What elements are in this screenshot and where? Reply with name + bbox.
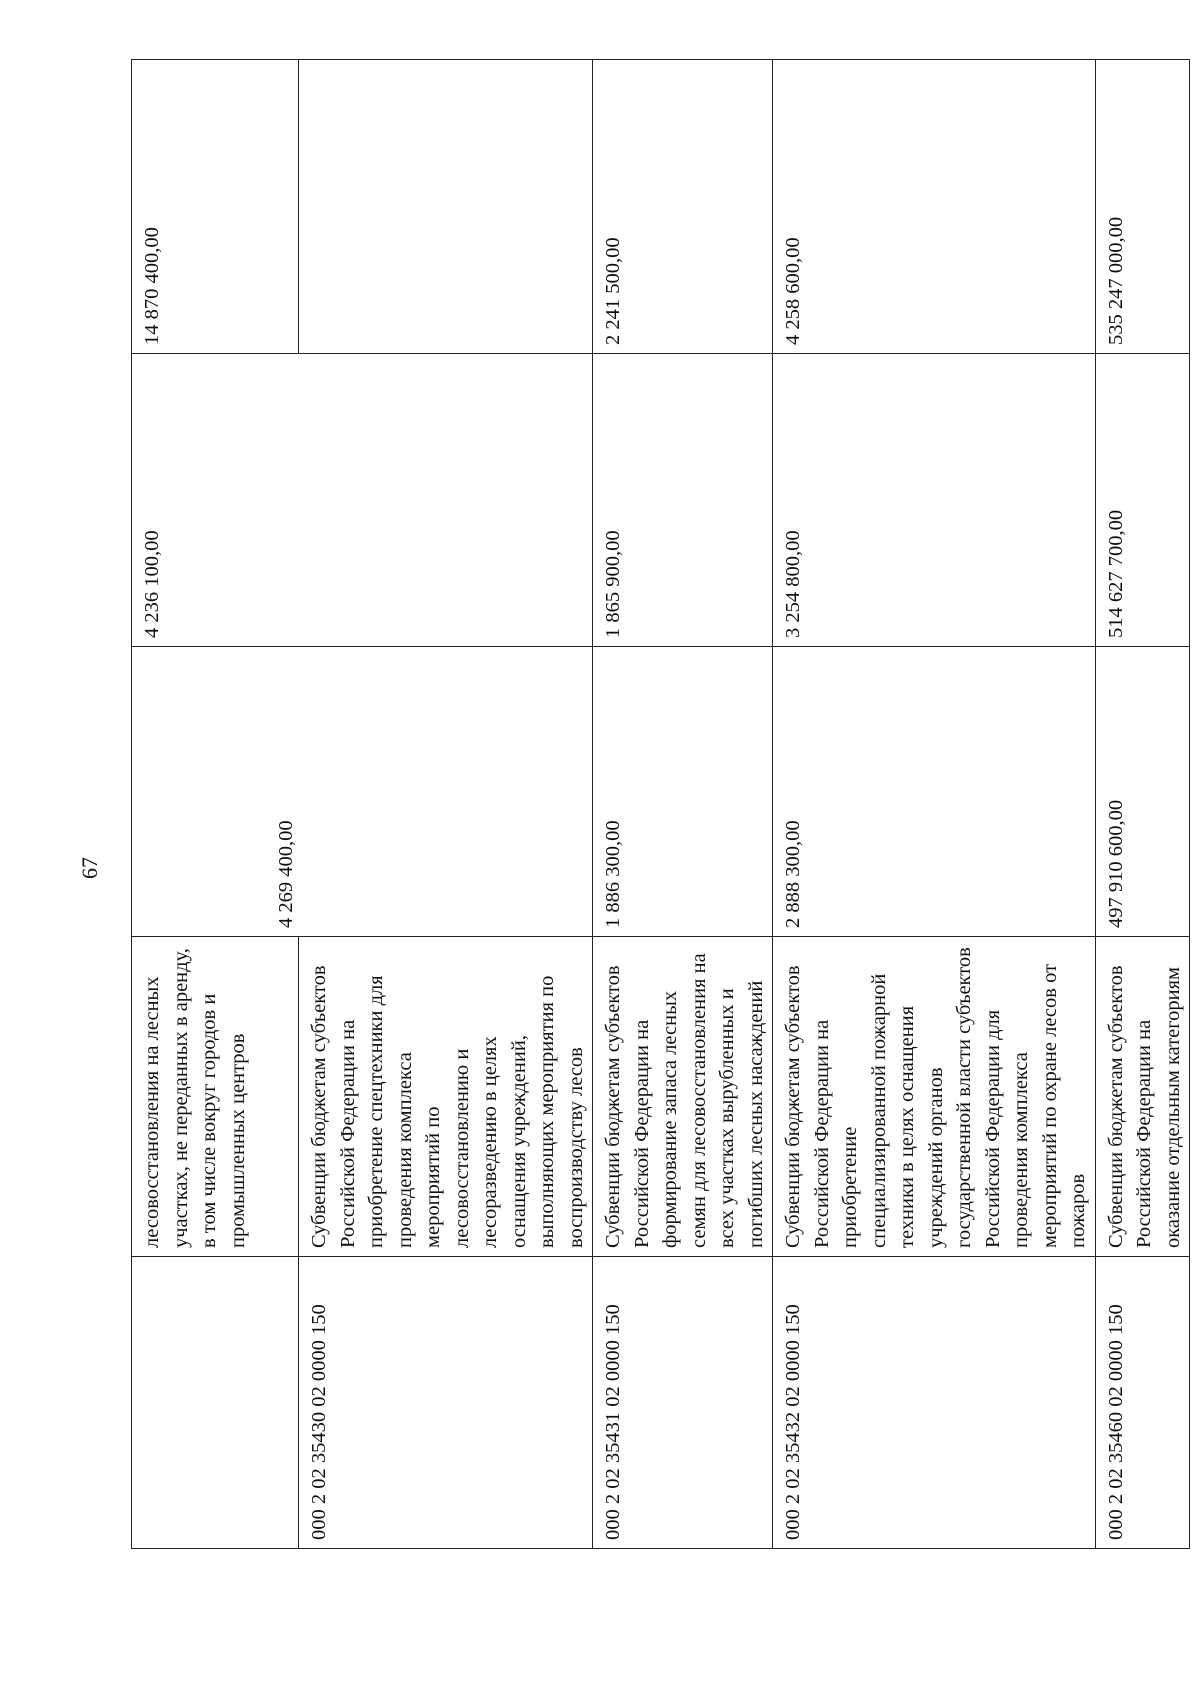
amount-2021-cell: 497 910 600,00 <box>1095 647 1190 937</box>
budget-code-cell: 000 2 02 35431 02 0000 150 <box>593 1257 773 1549</box>
table-row <box>132 60 299 1549</box>
amount-2022-cell: 1 865 900,00 <box>593 354 773 647</box>
description-cell <box>773 937 1096 1257</box>
amount-2022-cell: 3 254 800,00 <box>773 354 1096 647</box>
table-row <box>773 60 1096 1549</box>
description-line: лесоразведению в целях <box>479 1036 501 1248</box>
description-cell <box>1095 937 1190 1257</box>
amount-2023-cell: 2 241 500,00 <box>593 60 773 354</box>
description-line: проведения комплекса <box>1010 1052 1032 1248</box>
description-line: всех участках вырубленных и <box>716 988 738 1248</box>
description-line: Российской Федерации на <box>810 1019 833 1248</box>
description-line: воспроизводству лесов <box>564 1047 587 1248</box>
description-line: участках, не переданных в аренду, <box>169 948 192 1248</box>
budget-table-rotated <box>131 60 1184 1549</box>
amount-2021-cell: 2 888 300,00 <box>773 647 1096 937</box>
description-line: мероприятий по охране лесов от <box>1038 963 1061 1248</box>
description-line: оказание отдельным категориям <box>1161 966 1184 1248</box>
description-line: выполняющих мероприятия по <box>536 975 558 1248</box>
budget-table <box>131 59 1190 1549</box>
amount-2022-cell <box>132 354 593 647</box>
description-line: Субвенции бюджетам субъектов <box>308 965 330 1248</box>
description-line: Российской Федерации на <box>336 1019 359 1248</box>
description-cell <box>299 937 593 1257</box>
table-row <box>1095 60 1190 1549</box>
description-line: учреждений органов <box>924 1067 947 1248</box>
description-line: проведения комплекса <box>393 1052 416 1248</box>
amount-2021-cell: 1 886 300,00 <box>593 647 773 937</box>
description-line: государственной власти субъектов <box>953 947 975 1248</box>
description-line: приобретение спецтехники для <box>365 975 387 1248</box>
description-line: Российской Федерации для <box>981 1009 1004 1248</box>
description-line: приобретение <box>839 1126 861 1248</box>
description-line: лесовосстановления на лесных <box>141 976 163 1248</box>
description-cell <box>593 937 773 1257</box>
budget-code-cell <box>132 1257 299 1549</box>
amount-2023-cell: 535 247 000,00 <box>1095 60 1190 354</box>
description-line: формирование запаса лесных <box>659 990 681 1248</box>
description-line: Субвенции бюджетам субъектов <box>782 965 804 1248</box>
description-line: погибших лесных насаждений <box>744 980 767 1248</box>
amount-2023-cell: 14 870 400,00 <box>132 60 299 354</box>
description-line: Субвенции бюджетам субъектов <box>1104 965 1127 1248</box>
description-line: Субвенции бюджетам субъектов <box>602 965 624 1248</box>
page-number: 67 <box>77 857 102 879</box>
description-line: техники в целях оснащения <box>896 1005 918 1248</box>
description-line: промышленных центров <box>226 1033 249 1248</box>
amount-2023-cell: 4 258 600,00 <box>773 60 1096 354</box>
table-row <box>593 60 773 1549</box>
budget-code-cell: 000 2 02 35432 02 0000 150 <box>773 1257 1096 1549</box>
description-line: мероприятий по <box>422 1106 444 1248</box>
amount-2021-cell <box>132 647 593 937</box>
description-line: семян для лесовосстановления на <box>687 953 710 1248</box>
amount-2023-cell <box>299 60 593 354</box>
amount-2022-cell: 514 627 700,00 <box>1095 354 1190 647</box>
description-line: специализированной пожарной <box>867 973 890 1248</box>
description-cell <box>132 937 299 1257</box>
description-line: Российской Федерации на <box>1133 1019 1155 1248</box>
budget-code-cell: 000 2 02 35460 02 0000 150 <box>1095 1257 1190 1549</box>
description-line: оснащения учреждений, <box>507 1035 530 1248</box>
description-line: лесовосстановлению и <box>450 1048 473 1248</box>
description-line: Российской Федерации на <box>630 1019 653 1248</box>
amount-2021-value: 4 269 400,00 <box>275 820 297 928</box>
amount-2022-value: 4 236 100,00 <box>141 530 163 638</box>
description-line: пожаров <box>1067 1173 1089 1248</box>
budget-code-cell: 000 2 02 35430 02 0000 150 <box>299 1257 593 1549</box>
description-line: в том числе вокруг городов и <box>198 993 220 1248</box>
